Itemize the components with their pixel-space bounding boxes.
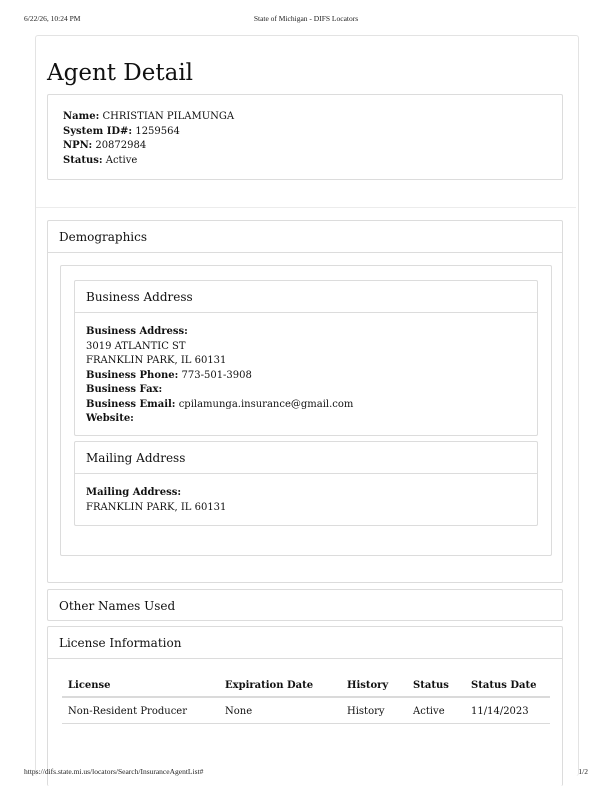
col-history: History [341,676,407,697]
license-status: Active [407,697,465,724]
mailing-address-body [75,474,537,515]
system-id: 1259564 [135,125,180,137]
col-status: Status [407,676,465,697]
business-email-label: Business Email: [86,398,176,410]
print-header [0,14,612,28]
status-label: Status: [63,154,103,166]
col-license: License [62,676,219,697]
history-link[interactable]: History [341,697,407,724]
system-id-label: System ID#: [63,125,133,137]
expiration-date: None [219,697,341,724]
print-page-count: 1/2 [578,767,588,776]
license-table-header-row [62,676,550,697]
other-names-panel [47,589,563,621]
business-address-line2: FRANKLIN PARK, IL 60131 [86,355,227,366]
license-info-heading[interactable]: License Information [48,627,562,659]
demographics-heading[interactable]: Demographics [48,221,562,253]
page-title: Agent Detail [47,60,194,86]
license-table [62,676,550,724]
agent-system-id-row [63,125,562,140]
mailing-address-panel [74,441,538,526]
business-fax-label: Business Fax: [86,384,163,395]
print-page-title: State of Michigan - DIFS Locators [253,14,359,23]
col-status-date: Status Date [465,676,550,697]
npn-label: NPN: [63,140,93,151]
business-address-panel [74,280,538,436]
agent-summary-card [47,94,563,180]
status-date: 11/14/2023 [465,697,550,724]
table-row [62,697,550,724]
license-type: Non-Resident Producer [62,697,219,724]
business-email: cpilamunga.insurance@gmail.com [178,398,354,410]
print-footer [0,767,612,781]
business-address-label: Business Address: [86,326,188,337]
agent-name-row [63,110,562,125]
agent-name: CHRISTIAN PILAMUNGA [102,111,235,122]
agent-npn-row [63,139,562,154]
business-address-body [75,313,537,427]
agent-status: Active [105,154,138,166]
business-phone: 773-501-3908 [181,369,252,381]
agent-name-label: Name: [63,111,100,122]
print-datetime: 6/22/26, 10:24 PM [24,14,81,23]
business-phone-label: Business Phone: [86,369,179,381]
print-url: https://difs.state.mi.us/locators/Search/InsuranceAgentList# [24,767,204,776]
business-address-line1: 3019 ATLANTIC ST [86,340,186,352]
agent-status-row [63,154,562,169]
col-expiration-date: Expiration Date [219,676,341,697]
section-divider [36,207,576,208]
business-address-heading[interactable]: Business Address [75,281,537,313]
mailing-address-heading[interactable]: Mailing Address [75,442,537,474]
mailing-address-label: Mailing Address: [86,487,182,498]
npn: 20872984 [95,140,147,151]
mailing-address-line1: FRANKLIN PARK, IL 60131 [86,501,227,513]
website-label: Website: [86,413,134,424]
other-names-heading[interactable]: Other Names Used [59,599,176,613]
